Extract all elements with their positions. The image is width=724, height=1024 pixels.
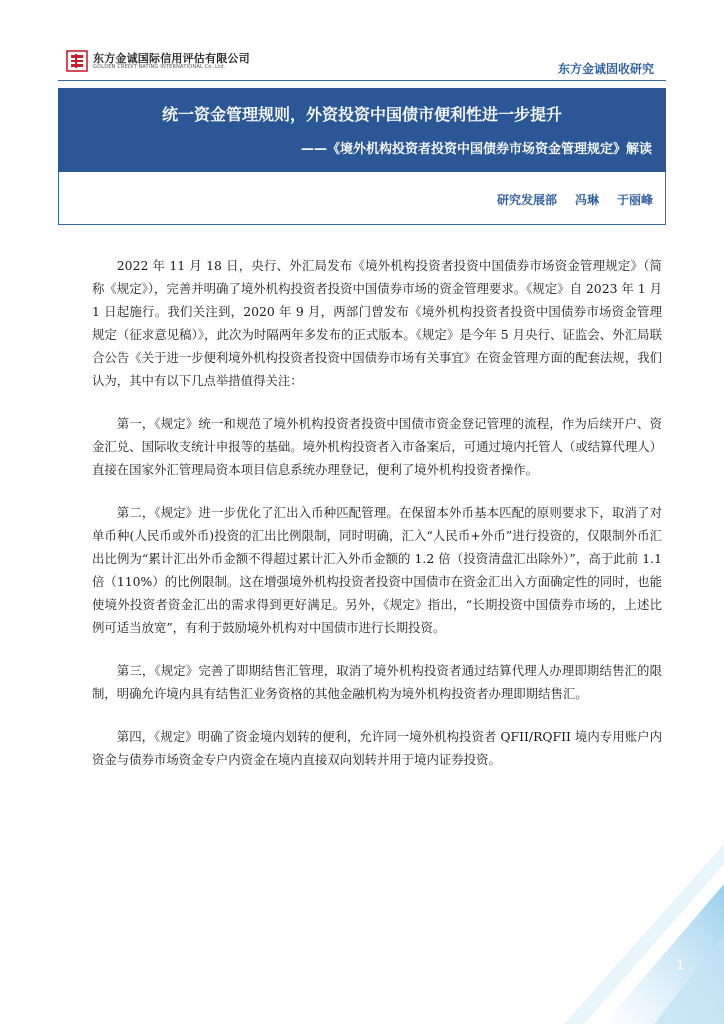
paragraph: 2022 年 11 月 18 日，央行、外汇局发布《境外机构投资者投资中国债券市场资金管理规定》（简称《规定》），完善并明确了境外机构投资者投资中国债券市场的资金管理要求。《规定》自 2023 年 1 月 1 日起施行。我们关注到，2020 年 9 月，两部门曾发布《境外机构投资者投资中国债券市场资金管理规定（征求意见稿）》，此次为时隔两年多发布的正式版本。《规定》是今年 5 月央行、证监会、外汇局联合公告《关于进一步便利境外机构投资者投资中国债券市场有关事宜》在资金管理方面的配套法规，我们认为，其中有以下几点举措值得关注： <box>92 258 662 388</box>
page-header <box>0 0 724 88</box>
report-title: 统一资金管理规则，外资投资中国债市便利性进一步提升 <box>161 105 562 124</box>
report-subtitle: ——《境外机构投资者投资中国债券市场资金管理规定》解读 <box>300 142 652 157</box>
header-divider <box>58 80 666 81</box>
company-logo-icon <box>66 50 88 72</box>
author-line <box>497 191 653 208</box>
paragraph: 第三，《规定》完善了即期结售汇管理，取消了境外机构投资者通过结算代理人办理即期结售汇的限制，明确允许境内具有结售汇业务资格的其他金融机构为境外机构投资者办理即期结售汇。 <box>92 663 662 701</box>
company-name-en: GOLDEN CREDIT RATING INTERNATIONAL Co.,Ltd. <box>93 64 226 70</box>
paragraph: 第二，《规定》进一步优化了汇出入币种匹配管理。在保留本外币基本匹配的原则要求下，取消了对单币种(人民币或外币)投资的汇出比例限制，同时明确，汇入“人民币+外币”进行投资的，仅限制外币汇出比例为“累计汇出外币金额不得超过累计汇入外币金额的 1.2 倍（投资清盘汇出除外）”，高于此前 1.1 倍（110%）的比例限制。这在增强境外机构投资者投资中国债市在资金汇出入方面确定性的同时，也能使境外投资者资金汇出的需求得到更好满足。另外，《规定》指出，“长期投资中国债券市场的，上述比例可适当放宽”，有利于鼓励境外机构对中国债市进行长期投资。 <box>92 505 662 635</box>
report-body <box>92 254 662 791</box>
paragraph: 第一，《规定》统一和规范了境外机构投资者投资中国债市资金登记管理的流程，作为后续开户、资金汇兑、国际收支统计申报等的基础。境外机构投资者入市备案后，可通过境内托管人（或结算代理人）直接在国家外汇管理局资本项目信息系统办理登记，便利了境外机构投资者操作。 <box>92 416 662 477</box>
brand-label: 东方金诚固收研究 <box>557 62 654 76</box>
company-name: 东方金诚国际信用评估有限公司 <box>93 52 250 65</box>
author-box <box>58 172 666 225</box>
author-name: 冯琳 <box>574 193 599 207</box>
paragraph: 第四，《规定》明确了资金境内划转的便利，允许同一境外机构投资者 QFII/RQFII 境内专用账户内资金与债券市场资金专户内资金在境内直接双向划转并用于境内证券投资。 <box>92 729 662 767</box>
department: 研究发展部 <box>496 193 557 207</box>
author-name: 于丽峰 <box>616 193 653 207</box>
corner-decoration <box>564 824 724 1024</box>
company-logo <box>66 50 296 76</box>
page-number: 1 <box>676 958 684 972</box>
title-banner <box>58 88 666 172</box>
